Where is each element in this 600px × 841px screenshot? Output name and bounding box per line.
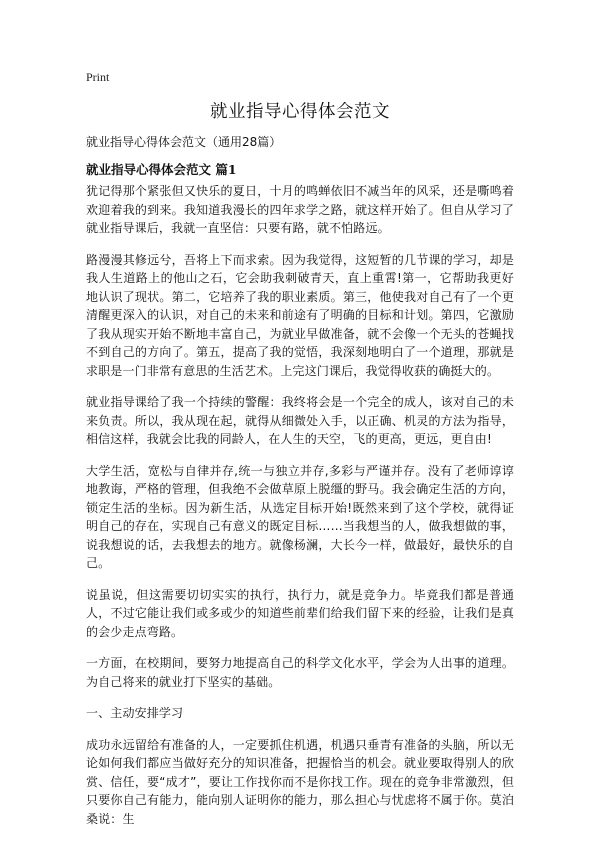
paragraph: 就业指导课给了我一个持续的警醒：我终将会是一个完全的成人，该对自己的未来负责。所以，我从现在起，就得从细微处入手，以正确、机灵的方法为指导，相信这样，我就会比我的同龄人，在人生的天空，飞的更高，更远，更自由! — [86, 395, 514, 446]
subsection-heading: 一、主动安排学习 — [86, 706, 184, 720]
print-label: Print — [86, 70, 110, 84]
paragraph: 说虽说，但这需要切切实实的执行，执行力，就是竞争力。毕竟我们都是普通人，不过它能让我们或多或少的知道些前辈们给我们留下来的经验，让我们是真的会少走点弯路。 — [86, 587, 514, 639]
paragraph: 犹记得那个紧张但又快乐的夏日，十月的鸣蝉依旧不减当年的风采，还是嘶鸣着欢迎着我的到来。我知道我漫长的四年求学之路，就这样开始了。但自从学习了就业指导课后，我就一直坚信：只要有路，就不怕路远。 — [86, 184, 514, 235]
paragraph: 一方面，在校期间，要努力地提高自己的科学文化水平，学会为人出事的道理。为自己将来的就业打下坚实的基础。 — [86, 656, 514, 689]
paragraph: 路漫漫其修远兮，吾将上下而求索。因为我觉得，这短暂的几节课的学习，却是我人生道路上的他山之石，它会助我刺破青天，直上重霄!第一，它帮助我更好地认识了现状。第二，它培养了我的职业素质。第三，他使我对自己有了一个更清醒更深入的认识，对自己的未来和前途有了明确的目标和计划。第四，它激励了我从现实开始不断地丰富自己，为就业早做准备，就不会像一个无头的苍蝇找不到自己的方向了。第五，提高了我的觉悟，我深刻地明白了一个道理，那就是求职是一门非常有意思的生活艺术。上完这门课后，我觉得收获的确挺大的。 — [86, 252, 514, 378]
page-title: 就业指导心得体会范文 — [210, 102, 390, 122]
document-body — [86, 182, 514, 841]
document-subtitle: 就业指导心得体会范文（通用28篇） — [86, 135, 282, 149]
section-heading: 就业指导心得体会范文 篇1 — [86, 162, 237, 177]
paragraph: 成功永远留给有准备的人，一定要抓住机遇，机遇只垂青有准备的头脑，所以无论如何我们都应当做好充分的知识准备，把握恰当的机会。就业要取得别人的欣赏、信任，要“成才”，要让工作找你而不是你找工作。现在的竞争非常激烈，但只要你自己有能力，能向别人证明你的能力，那么担心与忧虑将不属于你。莫泊桑说：生 — [86, 737, 514, 826]
paragraph: 大学生活，宽松与自律并存,统一与独立并存,多彩与严谨并存。没有了老师谆谆地教诲，严格的管理，但我绝不会做草原上脱缰的野马。我会确定生活的方向，锁定生活的坐标。因为新生活，从选定目标开始!既然来到了这个学校，就得证明自己的存在，实现自己有意义的既定目标……当我想当的人，做我想做的事，说我想说的话，去我想去的地方。就像杨澜，大长今一样，做最好，最快乐的自己。 — [86, 463, 514, 570]
